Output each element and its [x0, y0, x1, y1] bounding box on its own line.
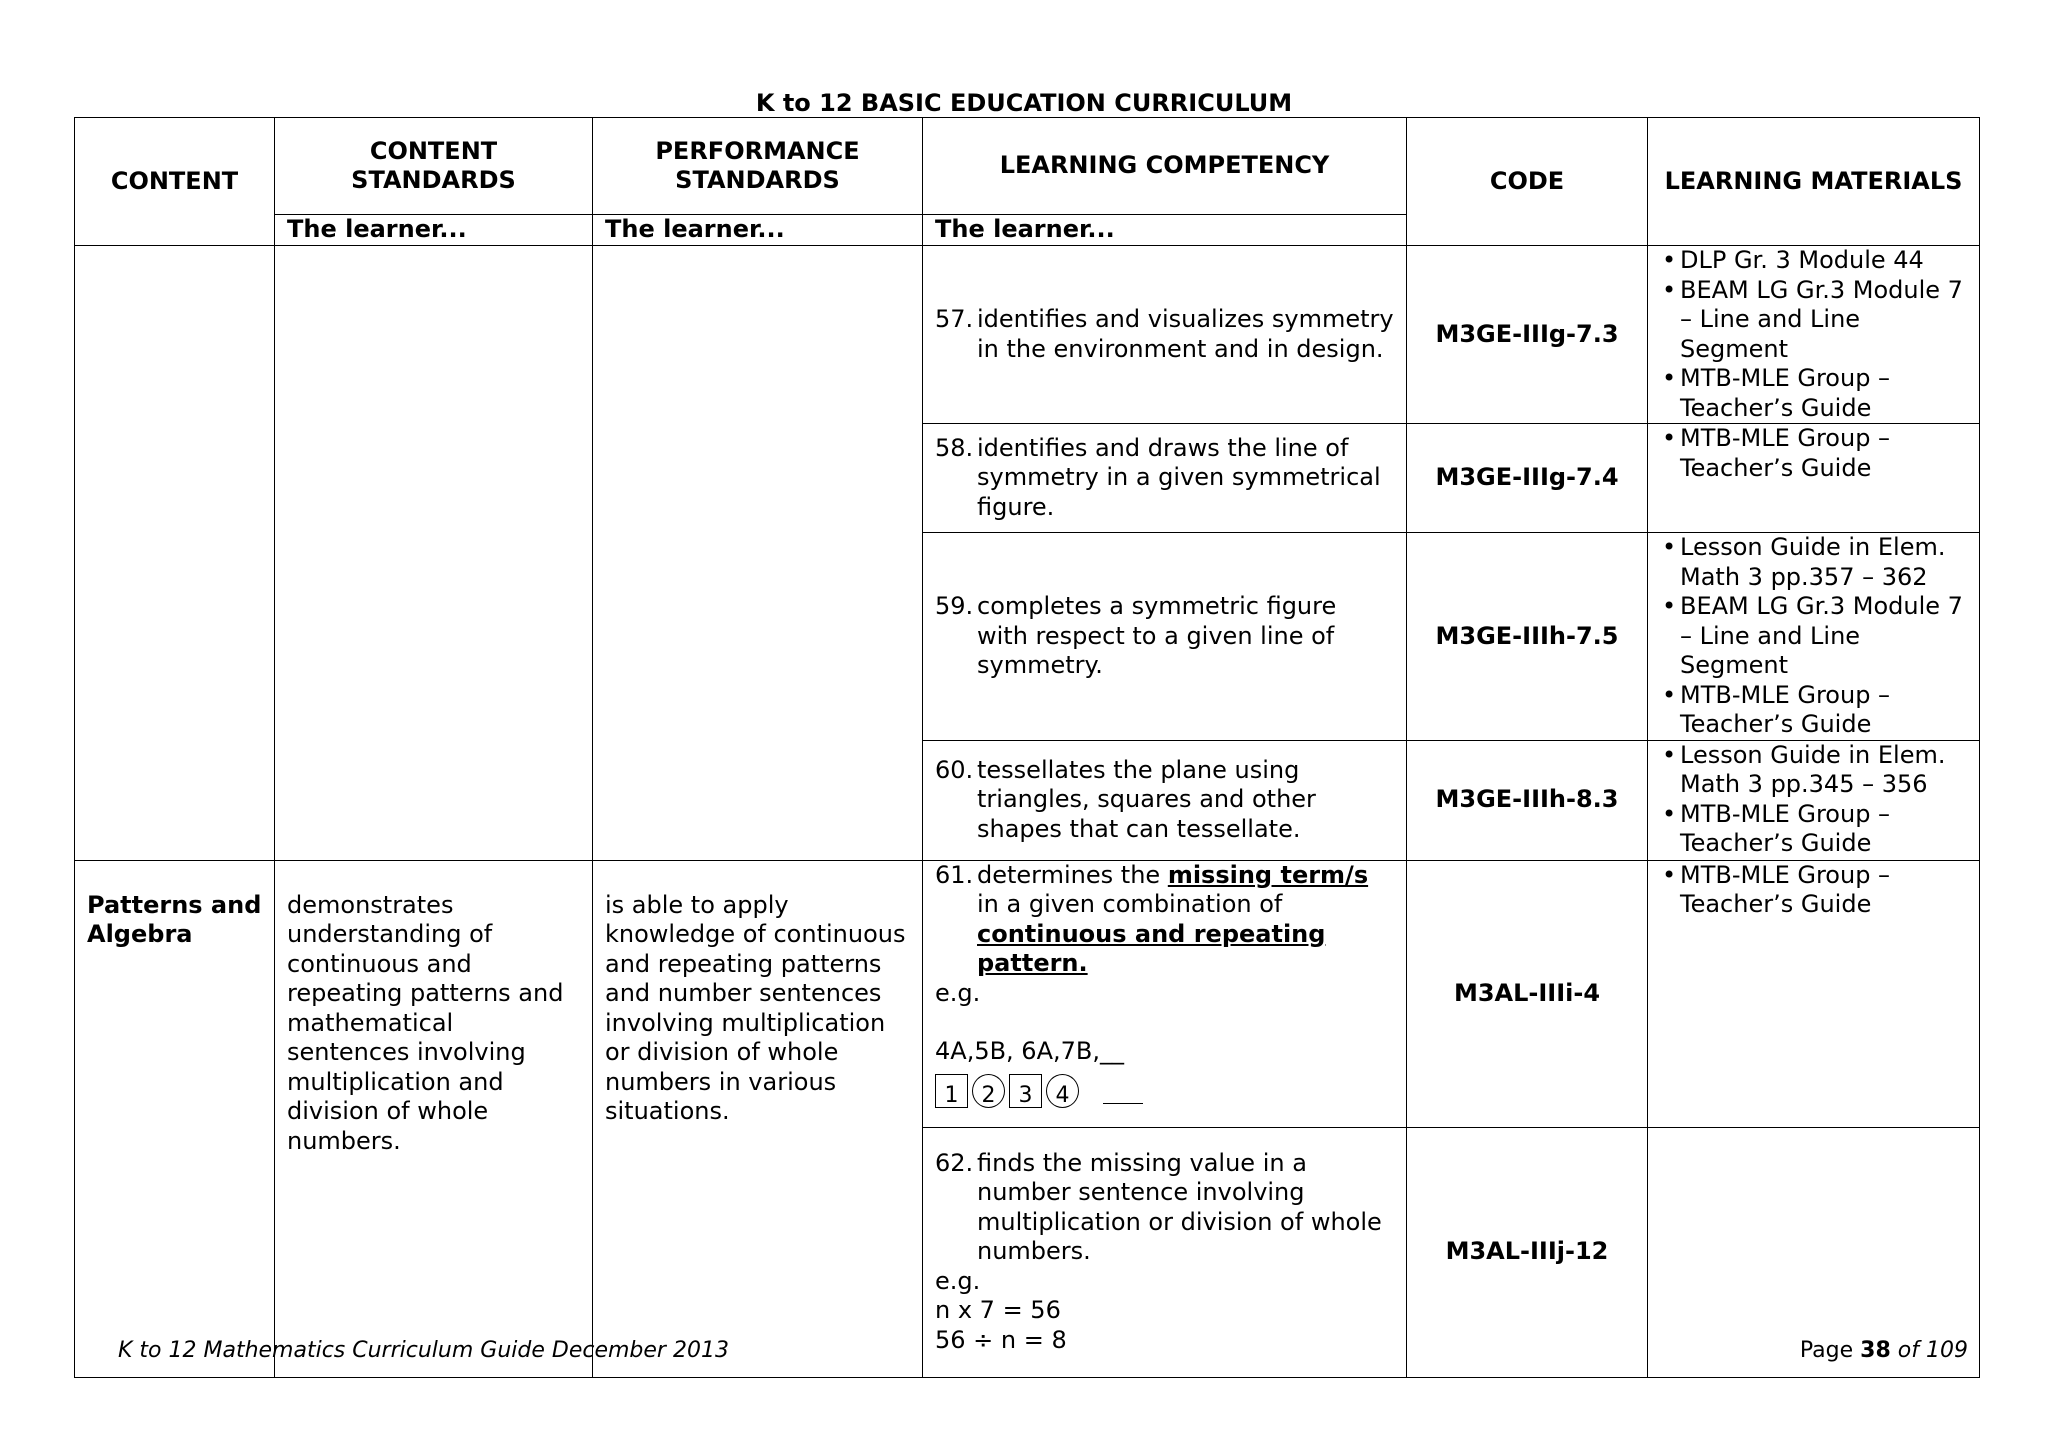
- circle-shape: 4: [1046, 1074, 1079, 1108]
- code-cell: M3GE-IIIh-7.5: [1407, 533, 1648, 741]
- code-cell: M3GE-IIIg-7.4: [1407, 424, 1648, 533]
- competency-cell: [923, 424, 1407, 533]
- performance-standard-cell: is able to apply knowledge of continuous and repeating patterns and number sentences involving multiplication or division of whole numbers in various situations.: [593, 860, 923, 1377]
- header-content: CONTENT: [75, 118, 275, 246]
- example-equation: n x 7 = 56: [935, 1296, 1061, 1325]
- material-item: • DLP Gr. 3 Module 44: [1660, 246, 1967, 276]
- competency-number: 62.: [935, 1148, 974, 1177]
- header-learner-competency: The learner...: [923, 215, 1407, 246]
- material-item: • Lesson Guide in Elem. Math 3 pp.357 – 362: [1660, 533, 1967, 592]
- competency-number: 60.: [935, 755, 974, 784]
- content-label: Patterns and Algebra: [87, 890, 262, 948]
- competency-text-c: in a given combination of: [977, 890, 1283, 918]
- material-item: • MTB-MLE Group – Teacher’s Guide: [1660, 424, 1967, 483]
- competency-cell: [923, 740, 1407, 860]
- competency-cell: [923, 860, 1407, 1127]
- footer-document-title: K to 12 Mathematics Curriculum Guide December 2013: [118, 1338, 729, 1363]
- materials-cell: [1648, 740, 1980, 860]
- example-label: e.g.: [935, 978, 981, 1007]
- header-content-standards: CONTENT STANDARDS: [275, 118, 593, 215]
- code-cell: M3GE-IIIg-7.3: [1407, 246, 1648, 424]
- materials-list: [1660, 741, 1967, 859]
- page-title: K to 12 BASIC EDUCATION CURRICULUM: [755, 89, 1293, 117]
- code-cell: M3GE-IIIh-8.3: [1407, 740, 1648, 860]
- circle-shape: 2: [972, 1074, 1005, 1108]
- header-learning-competency: LEARNING COMPETENCY: [923, 118, 1407, 215]
- materials-cell: [1648, 860, 1980, 1127]
- competency-text: [935, 756, 1394, 845]
- example-sequence: 4A,5B, 6A,7B,__: [935, 1037, 1124, 1065]
- square-shape: 1: [935, 1074, 968, 1108]
- blank-answer-line: [1103, 1077, 1143, 1104]
- competency-number: 61.: [935, 860, 974, 889]
- performance-standard-cell-empty: [593, 246, 923, 861]
- competency-text: [935, 861, 1394, 979]
- content-standard-cell-empty: [275, 246, 593, 861]
- competency-description: finds the missing value in a number sentence involving multiplication or division of whole numbers.: [977, 1148, 1382, 1266]
- material-item: • MTB-MLE Group – Teacher’s Guide: [1660, 800, 1967, 859]
- header-learner-content-standards: The learner...: [275, 215, 593, 246]
- content-cell: [75, 860, 275, 1377]
- competency-text: [935, 592, 1394, 681]
- competency-emphasis-pattern: continuous and repeating pattern.: [977, 919, 1326, 977]
- table-row: [75, 246, 1980, 424]
- material-item: • Lesson Guide in Elem. Math 3 pp.345 – 356: [1660, 741, 1967, 800]
- materials-list: [1660, 424, 1967, 483]
- example-equation: 56 ÷ n = 8: [935, 1325, 1067, 1354]
- table-row: [75, 860, 1980, 1127]
- footer-page-number: [1800, 1338, 1968, 1363]
- competency-cell: [923, 533, 1407, 741]
- material-item: • BEAM LG Gr.3 Module 7 – Line and Line Segment: [1660, 592, 1967, 681]
- page-label: Page: [1799, 1338, 1854, 1363]
- materials-list: [1660, 861, 1967, 920]
- shape-sequence: [935, 1071, 1394, 1111]
- competency-text-a: determines the: [977, 860, 1161, 889]
- competency-description: identifies and visualizes symmetry in the environment and in design.: [977, 305, 1394, 363]
- square-shape: 3: [1009, 1074, 1042, 1108]
- header-learning-materials: LEARNING MATERIALS: [1648, 118, 1980, 246]
- competency-number: 58.: [935, 433, 974, 462]
- competency-number: 57.: [935, 305, 974, 333]
- material-item: • MTB-MLE Group – Teacher’s Guide: [1660, 861, 1967, 920]
- header-performance-standards: PERFORMANCE STANDARDS: [593, 118, 923, 215]
- competency-number: 59.: [935, 592, 974, 620]
- page-current: 38: [1860, 1338, 1891, 1363]
- material-item: • MTB-MLE Group – Teacher’s Guide: [1660, 364, 1967, 423]
- header-learner-performance-standards: The learner...: [593, 215, 923, 246]
- code-cell: M3AL-IIIi-4: [1407, 860, 1648, 1127]
- materials-cell: [1648, 533, 1980, 741]
- materials-list: [1660, 246, 1967, 423]
- example-label: e.g.: [935, 1266, 981, 1295]
- competency-text: [935, 305, 1394, 364]
- curriculum-table: [74, 117, 1980, 1378]
- code-cell: M3AL-IIIj-12: [1407, 1127, 1648, 1377]
- competency-emphasis-missing-term: missing term/s: [1167, 860, 1369, 889]
- competency-description: completes a symmetric figure with respect to a given line of symmetry.: [977, 592, 1337, 679]
- materials-list: [1660, 533, 1967, 740]
- competency-description: tessellates the plane using triangles, squares and other shapes that can tessellate.: [977, 755, 1316, 843]
- page-total: of 109: [1897, 1338, 1968, 1363]
- competency-description: identifies and draws the line of symmetry in a given symmetrical figure.: [977, 433, 1381, 521]
- competency-cell: [923, 1127, 1407, 1377]
- material-item: • BEAM LG Gr.3 Module 7 – Line and Line Segment: [1660, 276, 1967, 365]
- competency-text: [935, 434, 1394, 523]
- material-item: • MTB-MLE Group – Teacher’s Guide: [1660, 681, 1967, 740]
- competency-cell: [923, 246, 1407, 424]
- content-cell-empty: [75, 246, 275, 861]
- content-standard-cell: demonstrates understanding of continuous and repeating patterns and mathematical sentences involving multiplication and division of whole numbers.: [275, 860, 593, 1377]
- competency-text: [935, 1149, 1394, 1267]
- materials-cell: [1648, 246, 1980, 424]
- header-code: CODE: [1407, 118, 1648, 246]
- materials-cell: [1648, 424, 1980, 533]
